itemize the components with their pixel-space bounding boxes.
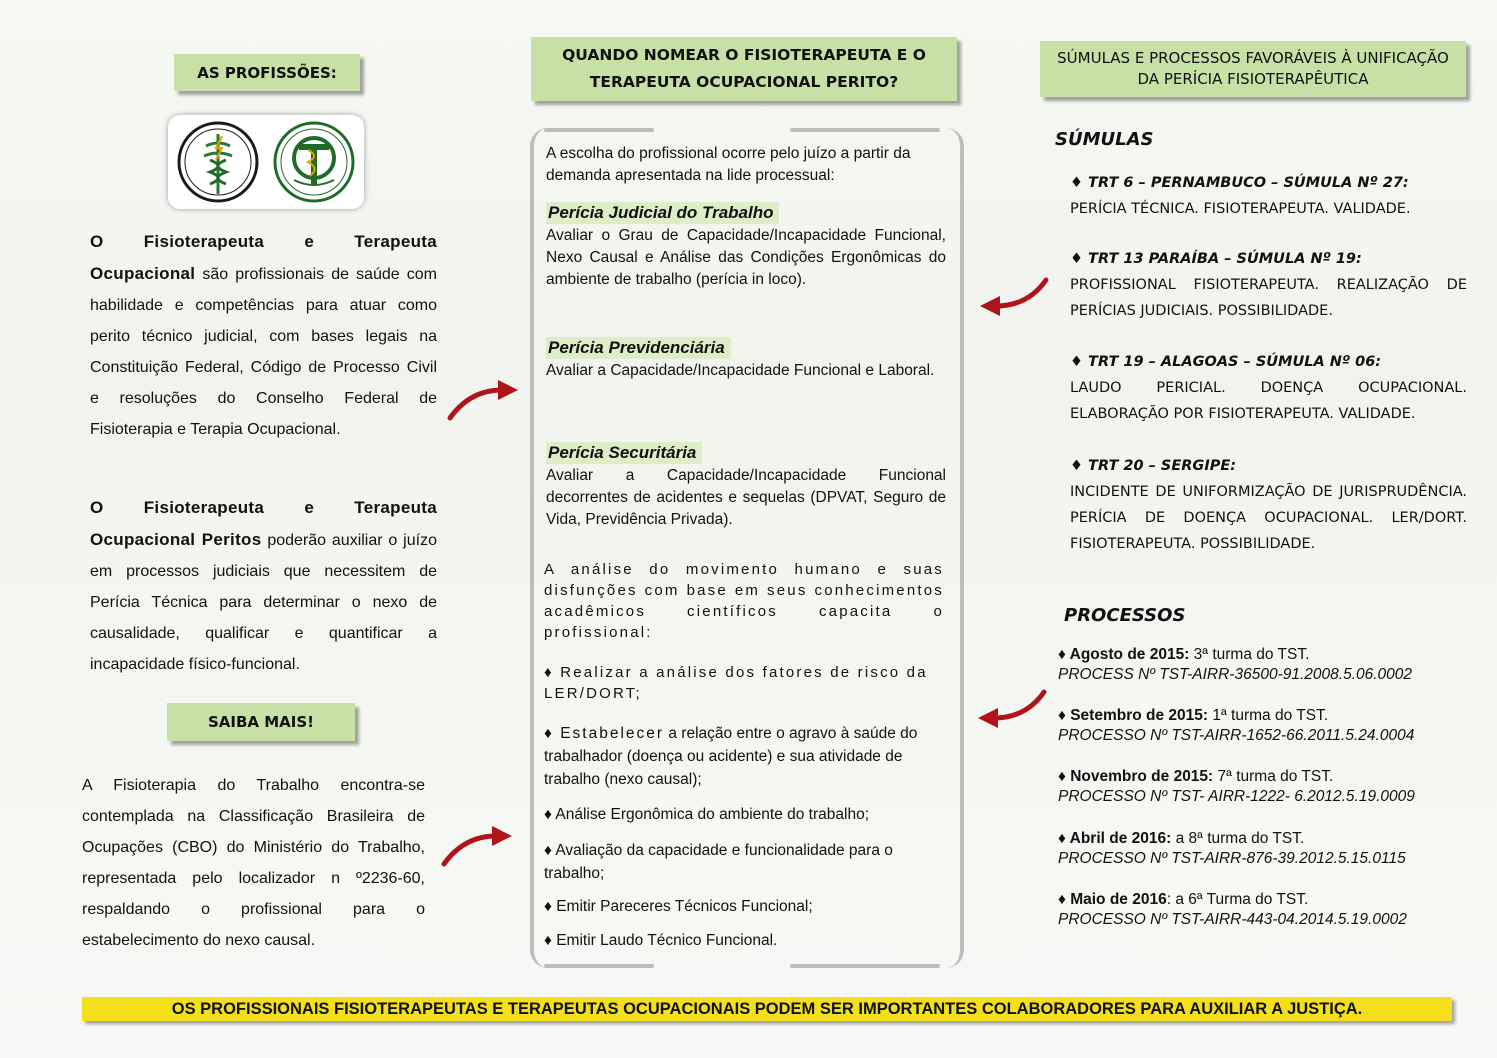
item-ergonomica <box>544 804 948 826</box>
processos-title <box>1064 605 1185 626</box>
escolha-intro <box>546 143 946 187</box>
bottom-banner-text: OS PROFISSIONAIS FISIOTERAPEUTAS E TERAPEUTAS OCUPACIONAIS PODEM SER IMPORTANTES COLABORADORES PARA AUXILIAR A JUSTIÇA. <box>171 1000 1363 1018</box>
fisioterapia-logo <box>176 120 260 204</box>
item-ler-dort-text: ♦ Realizar a análise dos fatores de risco da LER/DORT; <box>544 664 928 702</box>
sumulas-processos-label: SÚMULAS E PROCESSOS FAVORÁVEIS À UNIFICAÇÃO DA PERÍCIA FISIOTERAPÊUTICA <box>1057 49 1449 88</box>
processo-set-2015 <box>1058 706 1478 746</box>
processo-nov-2015 <box>1058 767 1478 807</box>
red-arrow-icon <box>976 688 1048 732</box>
saiba-mais-header <box>167 703 355 741</box>
profissoes-header <box>174 54 360 91</box>
item-laudo <box>544 930 948 952</box>
processo-set-2015-num: PROCESSO Nº TST-AIRR-1652-66.2011.5.24.0004 <box>1058 727 1415 744</box>
processo-ago-2015-turma: 3ª turma do TST. <box>1189 646 1310 663</box>
pericia-judicial-text: Avaliar o Grau de Capacidade/Incapacidade Funcional, Nexo Causal e Análise das Condições Ergonômicas do ambiente de trabalho (perícia in loco). <box>546 227 946 288</box>
processo-ago-2015 <box>1058 645 1478 685</box>
processo-ago-2015-num: PROCESS Nº TST-AIRR-36500-91.2008.5.06.0002 <box>1058 666 1413 683</box>
sumula-trt20 <box>1070 453 1467 557</box>
pericia-securitaria-block <box>546 442 946 531</box>
peritos-text: poderão auxiliar o juízo em processos judiciais que necessitem de Perícia Técnica para determinar o nexo de causalidade, qualificar e quantificar a incapacidade físico-funcional. <box>90 532 437 673</box>
terapia-ocupacional-logo <box>272 120 356 204</box>
item-nexo-causal-lead: ♦ Estabelecer <box>544 725 665 742</box>
item-ergonomica-text: ♦ Análise Ergonômica do ambiente do trabalho; <box>544 806 870 823</box>
sumula-trt19-head: ♦ TRT 19 – ALAGOAS – SÚMULA Nº 06: <box>1070 354 1382 370</box>
sumula-trt20-head: ♦ TRT 20 – SERGIPE: <box>1070 458 1237 474</box>
sumula-trt6 <box>1070 170 1467 222</box>
processo-nov-2015-date: ♦ Novembro de 2015: <box>1058 768 1214 785</box>
item-pareceres-text: ♦ Emitir Pareceres Técnicos Funcional; <box>544 898 813 915</box>
saiba-mais-label: SAIBA MAIS! <box>207 713 315 731</box>
profissoes-paragraph <box>90 226 437 445</box>
pericia-previdenciaria-title: Perícia Previdenciária <box>546 337 731 359</box>
red-arrow-icon <box>978 276 1050 320</box>
analise-paragraph <box>544 559 944 643</box>
peritos-bold: O Fisioterapeuta e Terapeuta Ocupacional Peritos <box>90 498 437 549</box>
panel-top-left-rule <box>544 128 654 132</box>
pericia-securitaria-title: Perícia Securitária <box>546 442 702 464</box>
item-ler-dort <box>544 662 944 704</box>
panel-top-right-rule <box>790 128 940 132</box>
sumulas-title <box>1055 129 1153 150</box>
item-capacidade <box>544 839 948 885</box>
sumula-trt13 <box>1070 246 1467 324</box>
processo-mai-2016-turma: : a 6ª Turma do TST. <box>1166 891 1309 908</box>
sumula-trt19-text: LAUDO PERICIAL. DOENÇA OCUPACIONAL. ELABORAÇÃO POR FISIOTERAPEUTA. VALIDADE. <box>1070 380 1467 422</box>
processo-abr-2016 <box>1058 829 1478 869</box>
pericia-previdenciaria-text: Avaliar a Capacidade/Incapacidade Funcional e Laboral. <box>546 362 935 379</box>
pericia-securitaria-text: Avaliar a Capacidade/Incapacidade Funcional decorrentes de acidentes e sequelas (DPVAT, Seguro de Vida, Previdência Privada). <box>546 467 946 528</box>
saiba-mais-text: A Fisioterapia do Trabalho encontra-se contemplada na Classificação Brasileira de Ocupações (CBO) do Ministério do Trabalho, representada pelo localizador n º2236-60, respaldando o profissional para o estabelecimento do nexo causal. <box>82 777 425 949</box>
sumula-trt13-head: ♦ TRT 13 PARAÍBA – SÚMULA Nº 19: <box>1070 251 1362 267</box>
processo-mai-2016-date: ♦ Maio de 2016 <box>1058 891 1167 908</box>
item-nexo-causal-text: a relação entre o agravo à saúde do trabalhador (doença ou acidente) e sua atividade de trabalho (nexo causal); <box>544 725 918 788</box>
pericia-judicial-title: Perícia Judicial do Trabalho <box>546 202 779 224</box>
quando-nomear-header <box>531 37 957 101</box>
pericia-previdenciaria-block <box>546 337 946 382</box>
panel-bottom-left-rule <box>544 964 654 968</box>
sumula-trt13-text: PROFISSIONAL FISIOTERAPEUTA. REALIZAÇÃO DE PERÍCIAS JUDICIAIS. POSSIBILIDADE. <box>1070 277 1467 319</box>
analise-text: A análise do movimento humano e suas disfunções com base em seus conhecimentos acadêmicos científicos capacita o profissional: <box>544 561 944 641</box>
pericia-judicial-block <box>546 202 946 291</box>
saiba-mais-paragraph <box>82 770 425 956</box>
processo-abr-2016-turma: a 8ª turma do TST. <box>1171 830 1305 847</box>
sumula-trt19 <box>1070 349 1467 427</box>
item-laudo-text: ♦ Emitir Laudo Técnico Funcional. <box>544 932 778 949</box>
processo-ago-2015-date: ♦ Agosto de 2015: <box>1058 646 1190 663</box>
profissoes-bold: O Fisioterapeuta e Terapeuta Ocupacional <box>90 232 437 283</box>
peritos-paragraph <box>90 492 437 680</box>
sumula-trt20-text: INCIDENTE DE UNIFORMIZAÇÃO DE JURISPRUDÊNCIA. PERÍCIA DE DOENÇA OCUPACIONAL. LER/DORT. FISIOTERAPEUTA. POSSIBILIDADE. <box>1070 484 1467 552</box>
bottom-banner <box>82 997 1452 1021</box>
sumula-trt6-text: PERÍCIA TÉCNICA. FISIOTERAPEUTA. VALIDADE. <box>1070 201 1411 217</box>
processos-title-text: PROCESSOS <box>1064 605 1186 626</box>
processo-set-2015-date: ♦ Setembro de 2015: <box>1058 707 1209 724</box>
sumulas-processos-header <box>1040 41 1466 97</box>
red-arrow-icon <box>440 822 514 868</box>
item-capacidade-text: ♦ Avaliação da capacidade e funcionalidade para o trabalho; <box>544 842 893 882</box>
panel-bottom-right-rule <box>790 964 940 968</box>
profissoes-text: são profissionais de saúde com habilidade e competências para atuar como perito técnico judicial, com bases legais na Constituição Federal, Código de Processo Civil e resoluções do Conselho Federal de Fisioterapia e Terapia Ocupacional. <box>90 266 437 438</box>
processo-abr-2016-num: PROCESSO Nº TST-AIRR-876-39.2012.5.15.0115 <box>1058 850 1406 867</box>
sumulas-title-text: SÚMULAS <box>1055 129 1154 150</box>
processo-mai-2016 <box>1058 890 1478 930</box>
processo-abr-2016-date: ♦ Abril de 2016: <box>1058 830 1172 847</box>
processo-nov-2015-turma: 7ª turma do TST. <box>1213 768 1334 785</box>
sumula-trt6-head: ♦ TRT 6 – PERNAMBUCO – SÚMULA Nº 27: <box>1070 175 1409 191</box>
quando-nomear-label: QUANDO NOMEAR O FISIOTERAPEUTA E O TERAPEUTA OCUPACIONAL PERITO? <box>562 46 926 91</box>
logos-card <box>168 115 364 209</box>
item-pareceres <box>544 896 948 918</box>
escolha-intro-text: A escolha do profissional ocorre pelo juízo a partir da demanda apresentada na lide processual: <box>546 145 911 184</box>
processo-set-2015-turma: 1ª turma do TST. <box>1208 707 1329 724</box>
red-arrow-icon <box>446 376 520 422</box>
processo-nov-2015-num: PROCESSO Nº TST- AIRR-1222- 6.2012.5.19.0009 <box>1058 788 1415 805</box>
profissoes-header-label: AS PROFISSÕES: <box>197 63 337 82</box>
item-nexo-causal <box>544 722 948 791</box>
processo-mai-2016-num: PROCESSO Nº TST-AIRR-443-04.2014.5.19.0002 <box>1058 911 1407 928</box>
